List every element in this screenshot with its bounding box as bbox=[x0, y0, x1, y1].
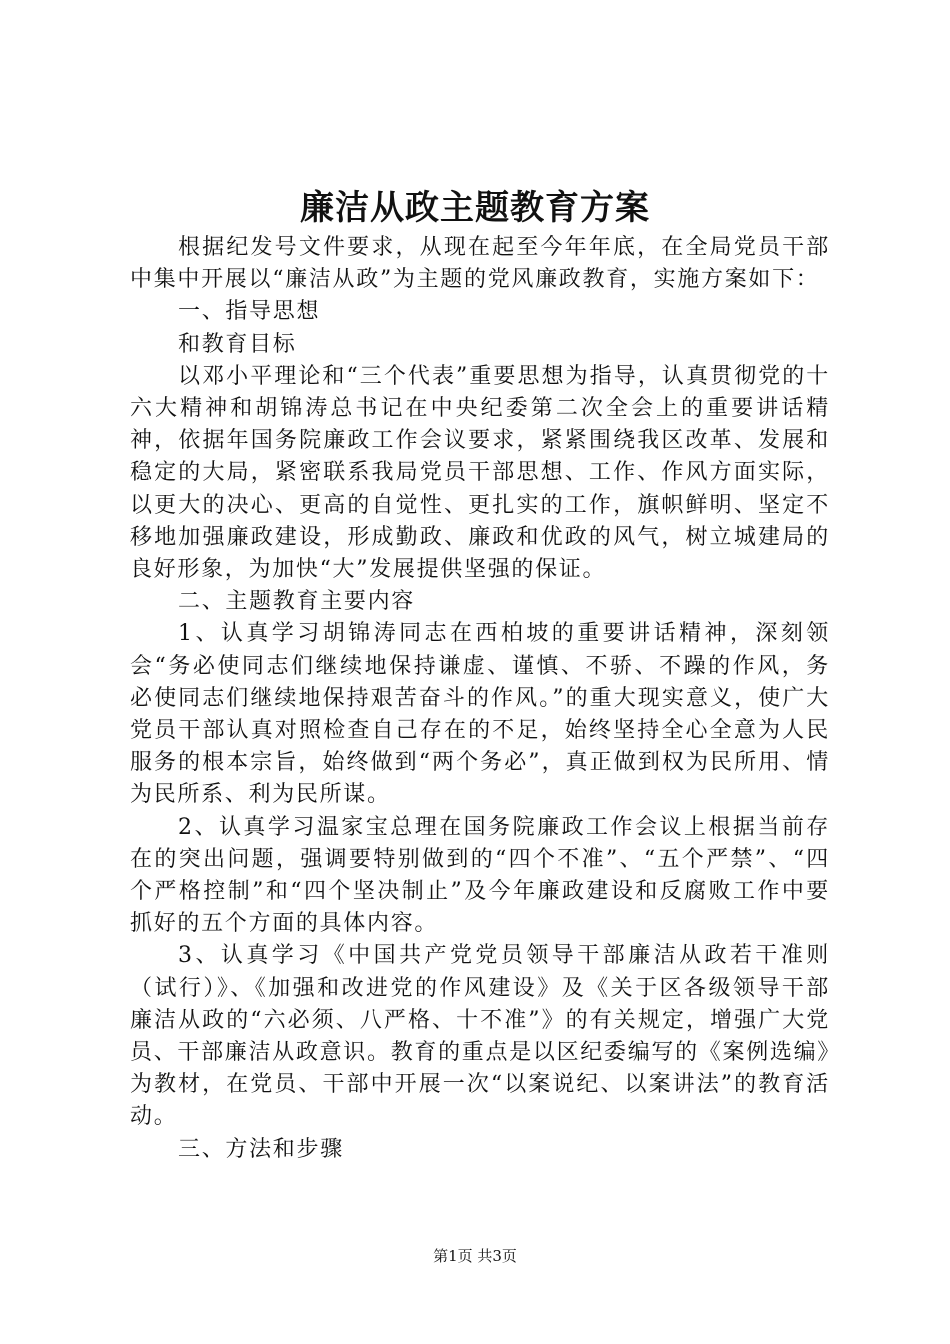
content-item-1: 1、认真学习胡锦涛同志在西柏坡的重要讲话精神，深刻领会“务必使同志们继续地保持谦虚、谨慎、不骄、不躁的作风，务必使同志们继续地保持艰苦奋斗的作风。”的重大现实意义，使广大党员干部认真对照检查自己存在的不足，始终坚持全心全意为人民服务的根本宗旨，始终做到“两个务必”，真正做到权为民所用、情为民所系、利为民所谋。 bbox=[130, 621, 830, 808]
page-footer: 第1页 共3页 bbox=[433, 1247, 517, 1265]
section-heading-guiding-thought: 一、指导思想 bbox=[178, 299, 321, 325]
section-heading-main-content: 二、主题教育主要内容 bbox=[178, 589, 416, 615]
section-heading-continuation: 和教育目标 bbox=[178, 331, 297, 357]
content-item-2: 2、认真学习温家宝总理在国务院廉政工作会议上根据当前存在的突出问题，强调要特别做到的“四个不准”、“五个严禁”、“四个严格控制”和“四个坚决制止”及今年廉政建设和反腐败工作中要抓好的五个方面的具体内容。 bbox=[130, 814, 830, 937]
document-body bbox=[130, 232, 830, 1166]
section-heading-methods: 三、方法和步骤 bbox=[178, 1136, 344, 1162]
content-item-3: 3、认真学习《中国共产党党员领导干部廉洁从政若干准则（试行）》、《加强和改进党的作风建设》及《关于区各级领导干部廉洁从政的“六必须、八严格、十不准”》的有关规定，增强广大党员、干部廉洁从政意识。教育的重点是以区纪委编写的《案例选编》为教材，在党员、干部中开展一次“以案说纪、以案讲法”的教育活动。 bbox=[130, 943, 831, 1130]
guiding-thought-paragraph: 以邓小平理论和“三个代表”重要思想为指导，认真贯彻党的十六大精神和胡锦涛总书记在中央纪委第二次全会上的重要讲话精神，依据年国务院廉政工作会议要求，紧紧围绕我区改革、发展和稳定的大局，紧密联系我局党员干部思想、工作、作风方面实际，以更大的决心、更高的自觉性、更扎实的工作，旗帜鲜明、坚定不移地加强廉政建设，形成勤政、廉政和优政的风气，树立城建局的良好形象，为加快“大”发展提供坚强的保证。 bbox=[130, 363, 830, 583]
intro-paragraph: 根据纪发号文件要求，从现在起至今年年底，在全局党员干部中集中开展以“廉洁从政”为主题的党风廉政教育，实施方案如下： bbox=[130, 235, 830, 293]
page-title: 廉洁从政主题教育方案 bbox=[300, 188, 650, 228]
